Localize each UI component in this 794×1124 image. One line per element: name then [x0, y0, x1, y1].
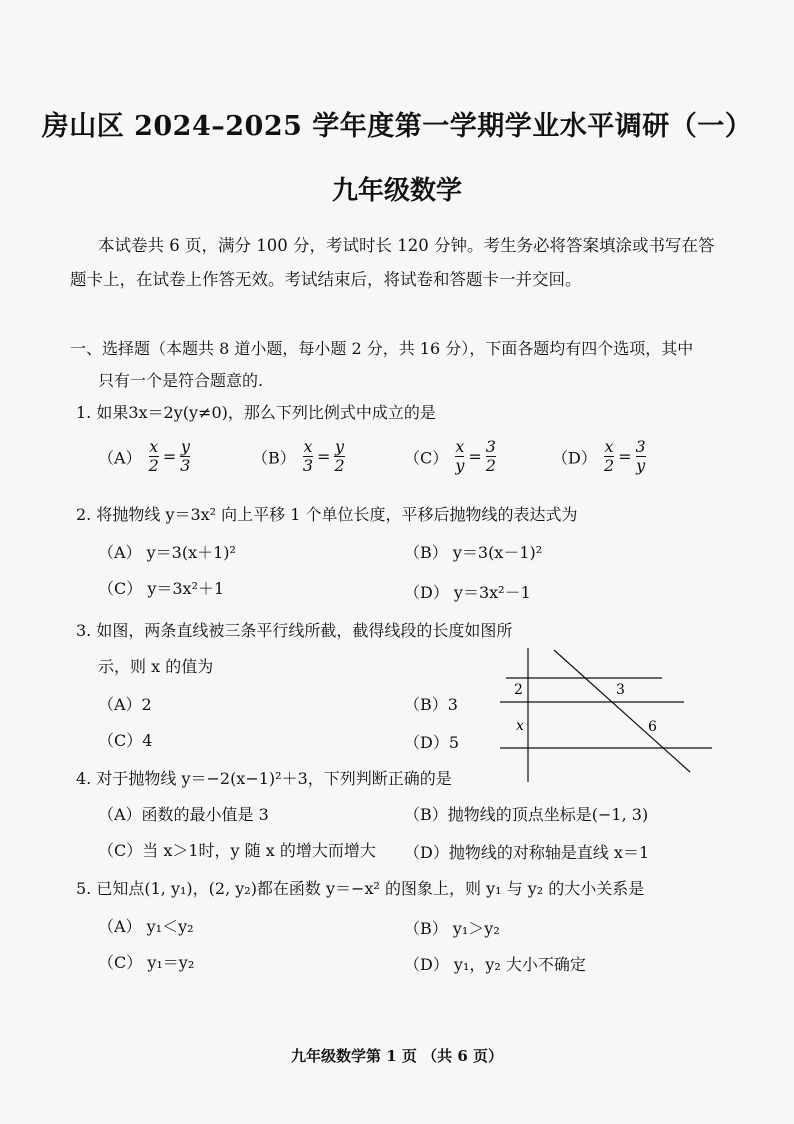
question-5-option-a: （A） y₁＜y₂: [98, 917, 194, 936]
figure-label-x: x: [516, 718, 524, 734]
question-3-option-c: （C）4: [98, 731, 153, 750]
fraction: $\frac{x}{3}$: [302, 437, 314, 476]
question-3-stem: 3. 如图，两条直线被三条平行线所截，截得线段的长度如图所: [76, 621, 513, 640]
page-title: 房山区 2024–2025 学年度第一学期学业水平调研（一）: [41, 111, 753, 142]
parallel-lines-figure: [490, 640, 720, 790]
option-label: （C）: [404, 448, 449, 468]
option-label: （D）: [552, 448, 597, 468]
question-3-option-a: （A）2: [98, 695, 152, 714]
question-1-option-c: （C） $\frac{x}{y}$ = $\frac{3}{2}$: [404, 437, 496, 476]
option-label: （B）: [252, 448, 296, 468]
fraction: $\frac{y}{3}$: [180, 437, 191, 476]
question-4-option-b: （B）抛物线的顶点坐标是(−1, 3): [404, 805, 649, 824]
fraction: $\frac{3}{2}$: [485, 437, 496, 476]
fraction: $\frac{3}{y}$: [635, 437, 646, 476]
section-heading: 一、选择题（本题共 8 道小题，每小题 2 分，共 16 分），下面各题均有四个选项，其中: [70, 339, 694, 358]
figure-label-2: 2: [514, 682, 523, 698]
option-label: （A）: [98, 448, 142, 468]
figure-label-6: 6: [648, 719, 657, 735]
fraction: $\frac{y}{2}$: [334, 437, 345, 476]
question-3-stem-cont: 示，则 x 的值为: [98, 657, 214, 676]
intro-line-2: 题卡上，在试卷上作答无效。考试结束后，将试卷和答题卡一并交回。: [70, 270, 582, 289]
question-5-option-c: （C） y₁＝y₂: [98, 953, 195, 972]
figure-label-3: 3: [616, 682, 625, 698]
question-1-option-d: （D） $\frac{x}{2}$ = $\frac{3}{y}$: [552, 437, 646, 476]
question-2-option-b: （B） y＝3(x－1)²: [404, 543, 543, 562]
question-5-option-b: （B） y₁＞y₂: [404, 919, 500, 938]
section-heading-cont: 只有一个是符合题意的.: [98, 371, 264, 390]
fraction: $\frac{x}{y}$: [455, 437, 465, 476]
fraction: $\frac{x}{2}$: [603, 437, 615, 476]
question-5-stem: 5. 已知点(1, y₁)，(2, y₂)都在函数 y＝−x² 的图象上，则 y₁ 与 y₂ 的大小关系是: [76, 879, 645, 898]
question-4-stem: 4. 对于抛物线 y＝−2(x−1)²＋3，下列判断正确的是: [76, 769, 452, 788]
intro-line-1: 本试卷共 6 页，满分 100 分，考试时长 120 分钟。考生务必将答案填涂或书写在答: [98, 236, 715, 255]
question-2-option-d: （D） y＝3x²－1: [404, 583, 531, 602]
question-4-option-d: （D）抛物线的对称轴是直线 x＝1: [404, 843, 650, 862]
transversal-line-diagonal: [554, 650, 690, 772]
question-4-option-a: （A）函数的最小值是 3: [98, 805, 269, 824]
question-1-option-b: （B） $\frac{x}{3}$ = $\frac{y}{2}$: [252, 437, 345, 476]
question-1-option-a: （A） $\frac{x}{2}$ = $\frac{y}{3}$: [98, 437, 191, 476]
question-4-option-c: （C）当 x＞1时，y 随 x 的增大而增大: [98, 841, 376, 860]
question-3-option-b: （B）3: [404, 695, 458, 714]
question-1-stem: 1. 如果3x＝2y(y≠0)，那么下列比例式中成立的是: [76, 403, 436, 422]
page-subtitle: 九年级数学: [331, 176, 462, 206]
question-2-option-a: （A） y＝3(x＋1)²: [98, 543, 236, 562]
fraction: $\frac{x}{2}$: [148, 437, 159, 476]
question-3-option-d: （D）5: [404, 733, 460, 752]
question-2-stem: 2. 将抛物线 y＝3x² 向上平移 1 个单位长度，平移后抛物线的表达式为: [76, 505, 578, 524]
question-5-option-d: （D） y₁，y₂ 大小不确定: [404, 955, 586, 974]
question-2-option-c: （C） y＝3x²＋1: [98, 579, 225, 598]
page-footer: 九年级数学第 1 页 （共 6 页）: [291, 1047, 503, 1065]
